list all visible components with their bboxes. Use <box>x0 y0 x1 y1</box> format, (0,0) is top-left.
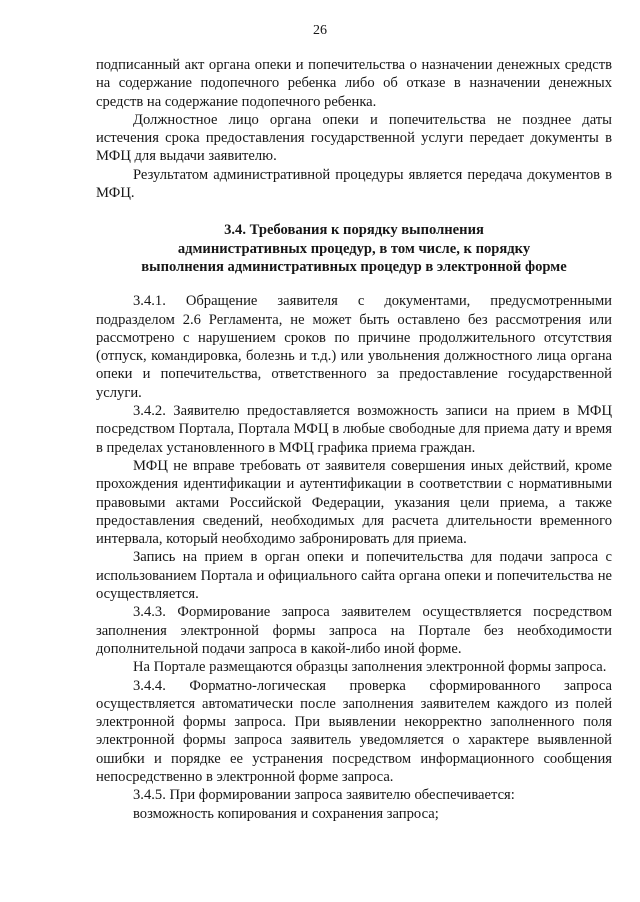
paragraph: подписанный акт органа опеки и попечительства о назначении денежных средств на содержание подопечного ребенка либо об отказе в назначении денежных средств на содержание подопечного ребенка. <box>96 57 612 110</box>
paragraph: 3.4.5. При формировании запроса заявителю обеспечивается: <box>133 787 515 804</box>
top-paragraphs <box>96 56 612 202</box>
paragraph: Запись на прием в орган опеки и попечительства для подачи запроса с использованием Портала и официального сайта органа опеки и попечительства не осуществляется. <box>96 549 612 603</box>
paragraph: На Портале размещаются образцы заполнения электронной формы запроса. <box>133 659 607 676</box>
paragraph: Результатом административной процедуры является передача документов в МФЦ. <box>96 166 612 202</box>
heading-line: выполнения административных процедур в электронной форме <box>141 258 567 275</box>
paragraph: Должностное лицо органа опеки и попечительства не позднее даты истечения срока предоставления государственной услуги передает документы в МФЦ для выдачи заявителю. <box>96 111 612 165</box>
bottom-paragraphs <box>96 292 612 823</box>
paragraph: 3.4.3. Формирование запроса заявителем осуществляется посредством заполнения электронной формы запроса на Портале без необходимости дополнительной подачи запроса в какой-либо иной форме. <box>96 604 612 657</box>
heading-line: 3.4. Требования к порядку выполнения <box>224 222 484 239</box>
paragraph: 3.4.4. Форматно-логическая проверка сформированного запроса осуществляется автоматически после заполнения заявителем каждого из полей электронной формы запроса. При выявлении некорректно заполненного поля электронной формы запроса заявитель уведомляется о характере выявленной ошибки и порядке ее устранения посредством информационного сообщения непосредственно в электронной форме запроса. <box>96 677 612 785</box>
document-body <box>96 56 612 823</box>
heading-line: административных процедур, в том числе, к порядку <box>177 240 531 257</box>
paragraph: МФЦ не вправе требовать от заявителя совершения иных действий, кроме прохождения идентификации и аутентификации в соответствии с нормативными правовыми актами Российской Федерации, указания цели приема, а также предоставления сведений, необходимых для расчета длительности временного интервала, который необходимо забронировать для приема. <box>96 457 612 548</box>
paragraph: 3.4.1. Обращение заявителя с документами, предусмотренными подразделом 2.6 Регламента, не может быть оставлено без рассмотрения или рассмотрено с нарушением сроков по причине продолжительного отсутствия (отпуск, командировка, болезнь и т.д.) или увольнения должностного лица органа опеки и попечительства, ответственного за предоставление государственной услуги. <box>96 293 612 401</box>
page-number: 26 <box>313 23 327 38</box>
section-heading <box>96 221 612 276</box>
paragraph: возможность копирования и сохранения запроса; <box>133 805 439 822</box>
paragraph: 3.4.2. Заявителю предоставляется возможность записи на прием в МФЦ посредством Портала, Портала МФЦ в любые свободные для приема дату и время в пределах установленного в МФЦ графика приема граждан. <box>96 403 612 456</box>
